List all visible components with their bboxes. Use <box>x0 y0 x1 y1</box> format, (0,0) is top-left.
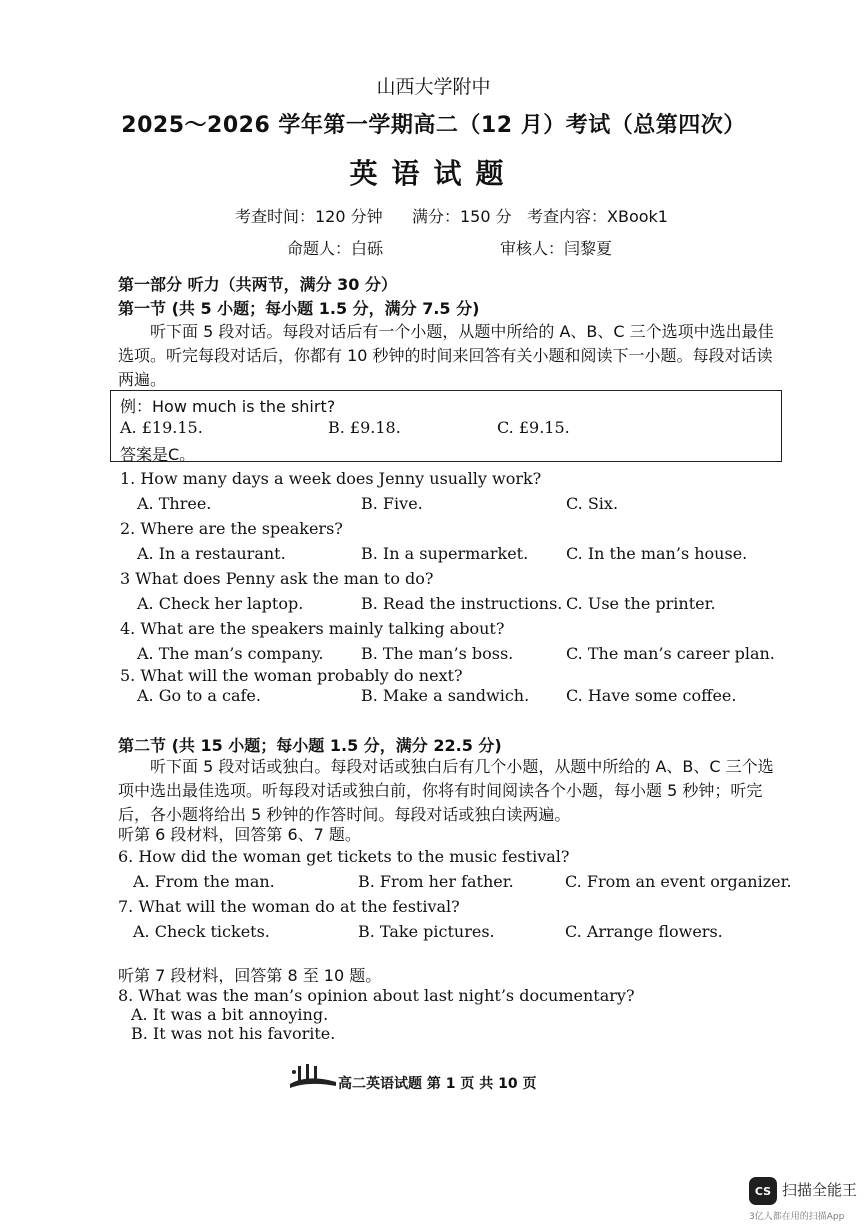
school-name: 山西大学附中 <box>376 76 491 98</box>
question-6: 6. How did the woman get tickets to the music festival? <box>118 847 570 866</box>
question-2: 2. Where are the speakers? <box>120 519 343 538</box>
scanner-app-name: 扫描全能王 <box>782 1181 858 1199</box>
q8-option-a: A. It was a bit annoying. <box>131 1005 329 1024</box>
q6-option-a: A. From the man. <box>133 872 275 891</box>
section2-instructions: 听下面 5 段对话或独白。每段对话或独白后有几个小题，从题中所给的 A、B、C 三个选项中选出最佳选项。听每段对话或独白前，你将有时间阅读各个小题，每小题 5 秒钟；听完后，各小题将给出 5 秒钟的作答时间。每段对话或独白读两遍。 <box>118 757 774 824</box>
section2-title: 第二节 (共 15 小题；每小题 1.5 分，满分 22.5 分) <box>118 736 502 755</box>
question-3: 3 What does Penny ask the man to do? <box>120 569 434 588</box>
q4-option-b: B. The man’s boss. <box>361 644 514 663</box>
exam-title: 2025～2026 学年第一学期高二（12 月）考试（总第四次） <box>121 113 746 138</box>
q5-option-c: C. Have some coffee. <box>566 686 737 705</box>
q2-option-c: C. In the man’s house. <box>566 544 748 563</box>
exam-duration: 考查时间：120 分钟 <box>235 207 383 226</box>
exam-author: 命题人：白砾 <box>287 239 384 258</box>
camscanner-logo-icon: CS <box>749 1177 777 1205</box>
q1-option-a: A. Three. <box>137 494 212 513</box>
exam-full-score: 满分：150 分 <box>412 207 512 226</box>
q1-option-c: C. Six. <box>566 494 619 513</box>
example-question: 例：How much is the shirt? <box>120 397 336 416</box>
q7-option-a: A. Check tickets. <box>133 922 270 941</box>
q3-option-a: A. Check her laptop. <box>137 594 304 613</box>
q1-option-b: B. Five. <box>361 494 423 513</box>
question-4: 4. What are the speakers mainly talking about? <box>120 619 505 638</box>
page-footer: 高二英语试题 第 1 页 共 10 页 <box>338 1076 537 1092</box>
part1-title: 第一部分 听力（共两节，满分 30 分） <box>118 275 397 294</box>
section1-title: 第一节 (共 5 小题；每小题 1.5 分，满分 7.5 分) <box>118 299 480 318</box>
scanner-tagline: 3亿人都在用的扫描App <box>749 1212 845 1222</box>
exam-content: 考查内容：XBook1 <box>527 207 668 226</box>
q6-option-b: B. From her father. <box>358 872 514 891</box>
question-5: 5. What will the woman probably do next? <box>120 666 463 685</box>
q4-option-a: A. The man’s company. <box>137 644 324 663</box>
example-option-a: A. £19.15. <box>120 418 203 437</box>
question-8: 8. What was the man’s opinion about last night’s documentary? <box>118 986 635 1005</box>
q3-option-c: C. Use the printer. <box>566 594 716 613</box>
q6-option-c: C. From an event organizer. <box>565 872 792 891</box>
exam-reviewer: 审核人：闫黎夏 <box>500 239 613 258</box>
example-option-b: B. £9.18. <box>328 418 401 437</box>
question-7: 7. What will the woman do at the festival? <box>118 897 460 916</box>
example-option-c: C. £9.15. <box>497 418 570 437</box>
q8-option-b: B. It was not his favorite. <box>131 1024 336 1043</box>
q3-option-b: B. Read the instructions. <box>361 594 563 613</box>
q7-option-b: B. Take pictures. <box>358 922 495 941</box>
material-6-label: 听第 6 段材料，回答第 6、7 题。 <box>118 825 361 844</box>
subject-title: 英语试题 <box>349 157 518 190</box>
q5-option-b: B. Make a sandwich. <box>361 686 530 705</box>
q5-option-a: A. Go to a cafe. <box>137 686 261 705</box>
section1-instructions: 听下面 5 段对话。每段对话后有一个小题，从题中所给的 A、B、C 三个选项中选出最佳选项。听完每段对话后，你都有 10 秒钟的时间来回答有关小题和阅读下一小题。每段对话读两遍。 <box>118 322 774 389</box>
school-logo-icon <box>286 1060 338 1090</box>
example-answer: 答案是C。 <box>120 445 196 464</box>
q2-option-a: A. In a restaurant. <box>137 544 286 563</box>
q4-option-c: C. The man’s career plan. <box>566 644 775 663</box>
q2-option-b: B. In a supermarket. <box>361 544 529 563</box>
material-7-label: 听第 7 段材料，回答第 8 至 10 题。 <box>118 966 382 985</box>
q7-option-c: C. Arrange flowers. <box>565 922 723 941</box>
question-1: 1. How many days a week does Jenny usually work? <box>120 469 542 488</box>
